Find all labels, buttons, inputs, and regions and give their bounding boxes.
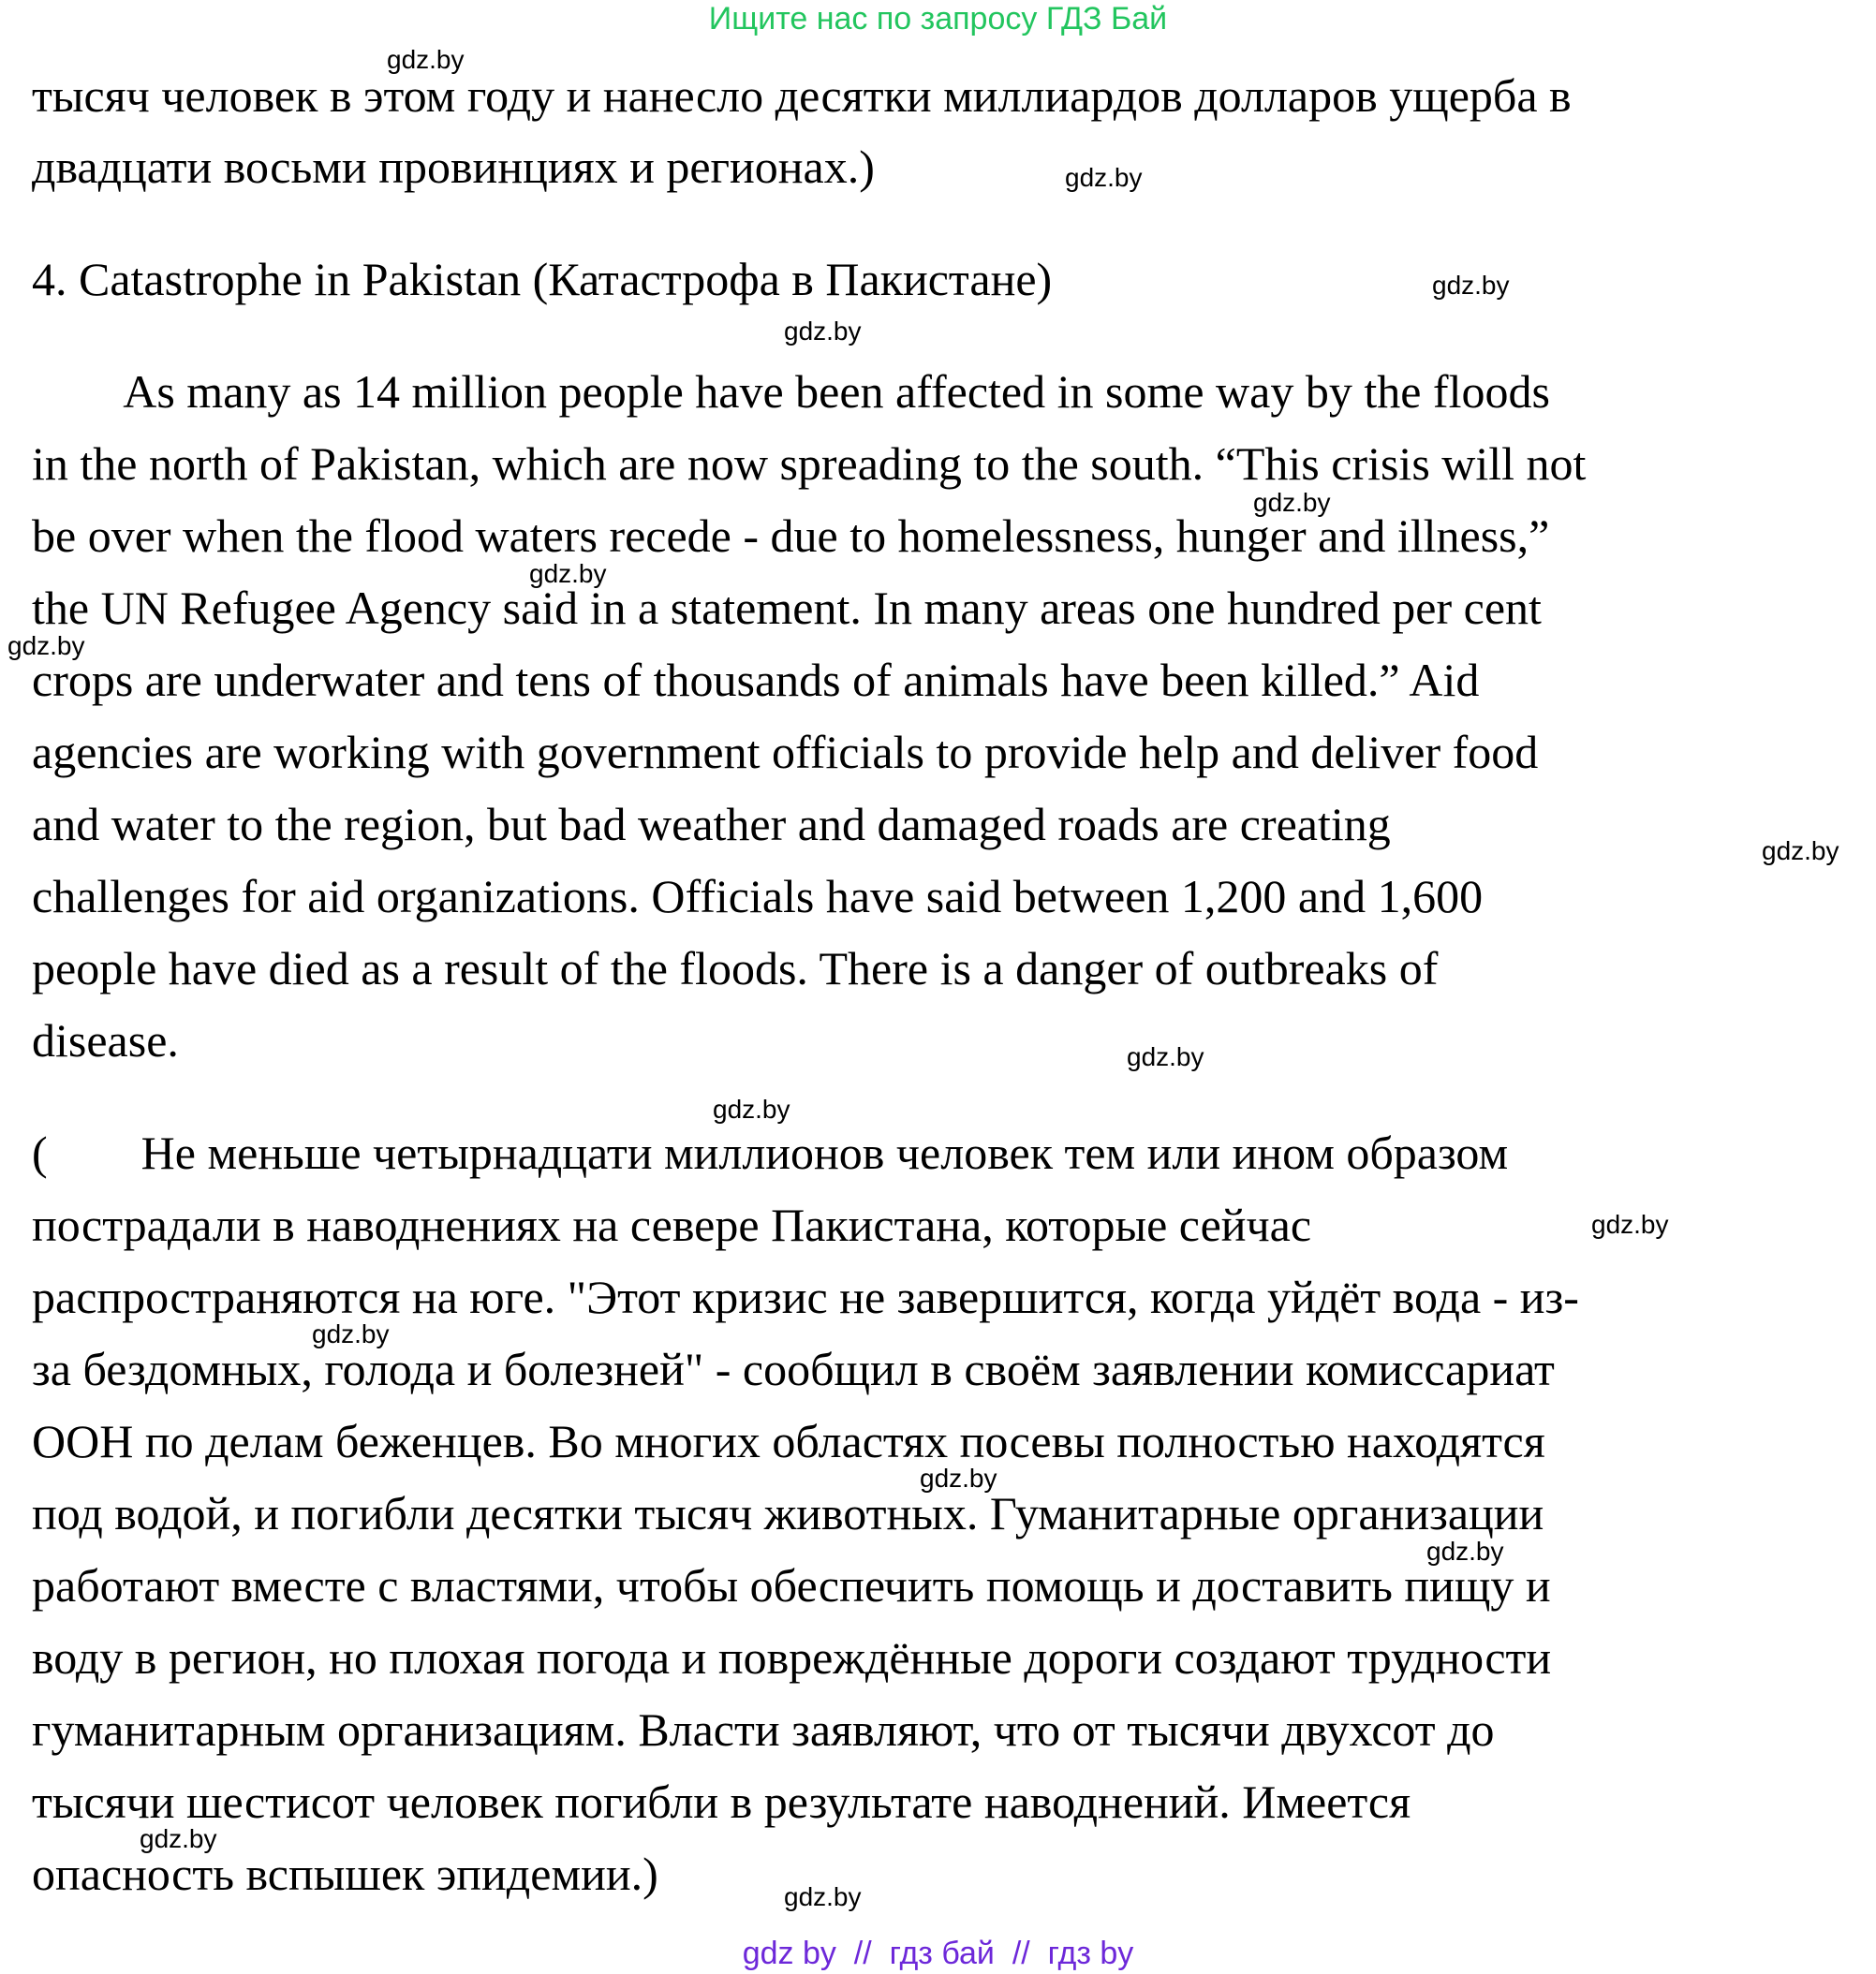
text-line: in the north of Pakistan, which are now spreading to the south. “This crisis will not [32,437,1587,490]
watermark: gdz.by [713,1095,790,1124]
text-line: двадцати восьми провинциях и регионах.) [32,140,875,193]
text-line: гуманитарным организациям. Власти заявляют, что от тысячи двухсот до [32,1703,1495,1756]
watermark: gdz.by [920,1464,997,1493]
text-line: тысяч человек в этом году и нанесло десятки миллиардов долларов ущерба в [32,69,1572,122]
watermark: gdz.by [1253,488,1331,517]
text-line: работают вместе с властями, чтобы обеспечить помощь и доставить пищу и [32,1559,1551,1612]
watermark: gdz.by [1065,163,1143,192]
text-line: crops are underwater and tens of thousands of animals have been killed.” Aid [32,654,1480,706]
text-line: challenges for aid organizations. Officials have said between 1,200 and 1,600 [32,870,1484,922]
watermark: gdz.by [1127,1042,1204,1071]
text-line: and water to the region, but bad weather and damaged roads are creating [32,798,1391,850]
watermark: gdz.by [1426,1537,1504,1566]
text-line: ООН по делам беженцев. Во многих областях посевы полностью находятся [32,1415,1545,1467]
text-line: тысячи шестисот человек погибли в результате наводнений. Имеется [32,1775,1411,1828]
text-line: be over when the flood waters recede - due to homelessness, hunger and illness,” [32,509,1550,562]
watermark: gdz.by [7,631,85,660]
text-line: опасность вспышек эпидемии.) [32,1848,658,1900]
watermark: gdz.by [784,317,862,346]
text-line: воду в регион, но плохая погода и повреждённые дороги создают трудности [32,1631,1552,1684]
text-line: people have died as a result of the floods. There is a danger of outbreaks of [32,942,1439,994]
text-line: пострадали в наводнениях на севере Пакистана, которые сейчас [32,1199,1312,1251]
watermark: gdz.by [529,559,607,588]
text-line: под водой, и погибли десятки тысяч животных. Гуманитарные организации [32,1487,1544,1539]
watermark: gdz.by [387,45,465,74]
watermark: gdz.by [1762,836,1839,865]
watermark: gdz.by [1432,271,1510,300]
text-line: за бездомных, голода и болезней" - сообщил в своём заявлении комиссариат [32,1343,1555,1395]
text-line: agencies are working with government officials to provide help and deliver food [32,726,1539,778]
watermark: gdz.by [1591,1210,1669,1239]
text-line: распространяются на юге. "Этот кризис не завершится, когда уйдёт вода - из- [32,1271,1579,1323]
text-line: the UN Refugee Agency said in a statement. In many areas one hundred per cent [32,582,1542,634]
watermark: gdz.by [784,1882,862,1911]
header-banner: Ищите нас по запросу ГДЗ Бай [708,1,1168,37]
text-line: As many as 14 million people have been affected in some way by the floods [32,365,1550,418]
text-line: disease. [32,1014,179,1067]
watermark: gdz.by [312,1319,390,1348]
section-heading: 4. Catastrophe in Pakistan (Катастрофа в Пакистане) [32,253,1053,305]
footer-links: gdz by // гдз бай // гдз by [742,1936,1134,1971]
text-line: ( Не меньше четырнадцати миллионов человек тем или ином образом [32,1127,1509,1179]
watermark: gdz.by [140,1824,217,1853]
